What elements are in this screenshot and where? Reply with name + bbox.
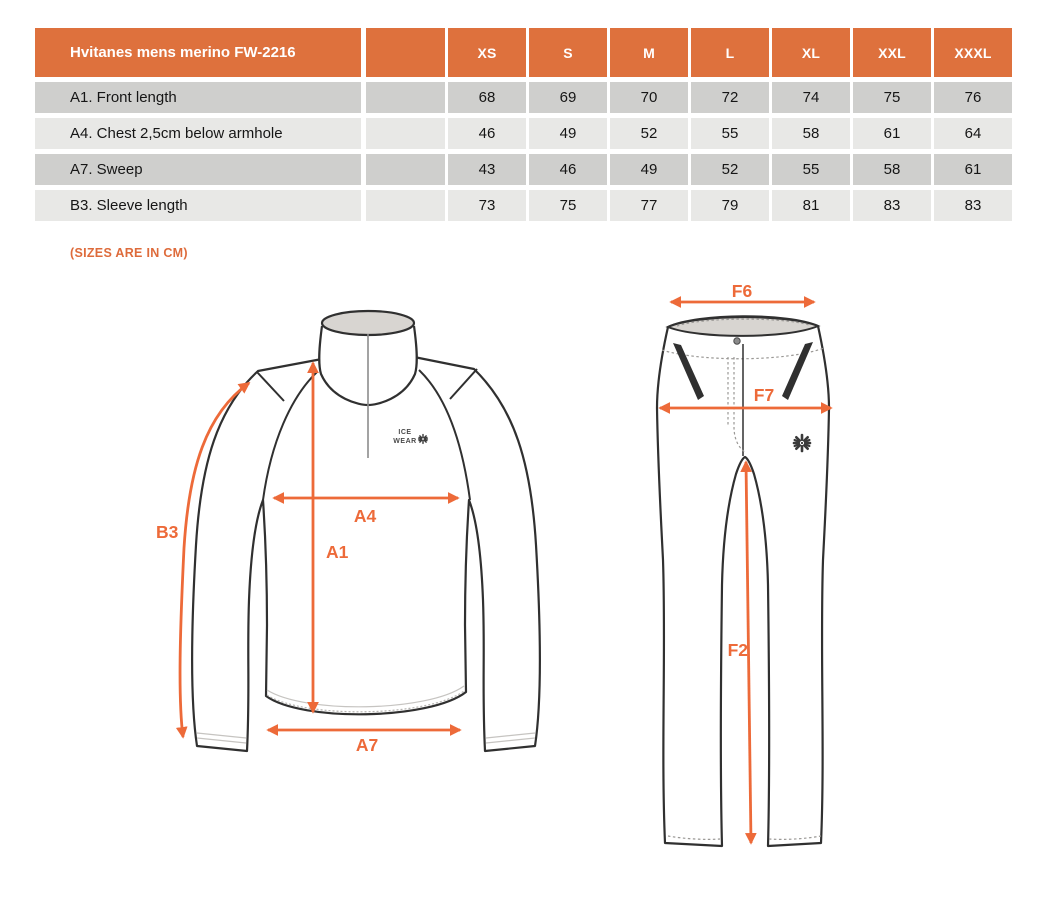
header-empty-cell xyxy=(366,28,445,77)
cell-value: 55 xyxy=(691,118,769,149)
table-row-chest xyxy=(35,118,1012,149)
size-header-xs: XS xyxy=(448,28,526,77)
row-label: A4. Chest 2,5cm below armhole xyxy=(35,118,361,149)
waist-button xyxy=(734,338,740,344)
cell-value: 73 xyxy=(448,190,526,221)
table-row-sleeve-length xyxy=(35,190,1012,221)
row-label: A1. Front length xyxy=(35,82,361,113)
f7-label: F7 xyxy=(753,385,775,405)
cell-value: 70 xyxy=(610,82,688,113)
size-header-xxl: XXL xyxy=(853,28,931,77)
a7-label: A7 xyxy=(355,735,379,755)
row-label: A7. Sweep xyxy=(35,154,361,185)
cell-value: 49 xyxy=(529,118,607,149)
cell-value: 68 xyxy=(448,82,526,113)
cell-value: 58 xyxy=(853,154,931,185)
cell-value: 61 xyxy=(853,118,931,149)
size-header-xl: XL xyxy=(772,28,850,77)
logo-text-wear: WEAR xyxy=(393,438,417,445)
cell-value: 79 xyxy=(691,190,769,221)
row-empty-cell xyxy=(366,190,445,221)
table-title: Hvitanes mens merino FW-2216 xyxy=(70,44,296,61)
measurement-diagrams xyxy=(0,270,1040,894)
cell-value: 77 xyxy=(610,190,688,221)
cell-value: 83 xyxy=(934,190,1012,221)
cell-value: 74 xyxy=(772,82,850,113)
cell-value: 64 xyxy=(934,118,1012,149)
a4-label: A4 xyxy=(353,506,377,526)
cell-value: 69 xyxy=(529,82,607,113)
pants-snowflake-icon xyxy=(794,435,810,451)
cell-value: 75 xyxy=(853,82,931,113)
table-row-sweep xyxy=(35,154,1012,185)
cell-value: 58 xyxy=(772,118,850,149)
table-header-row xyxy=(35,28,1012,77)
row-empty-cell xyxy=(366,118,445,149)
size-header-s: S xyxy=(529,28,607,77)
size-header-l: L xyxy=(691,28,769,77)
a1-label: A1 xyxy=(326,542,349,562)
size-header-m: M xyxy=(610,28,688,77)
row-label: B3. Sleeve length xyxy=(35,190,361,221)
cell-value: 46 xyxy=(448,118,526,149)
cell-value: 76 xyxy=(934,82,1012,113)
sizes-unit-note: (SIZES ARE IN CM) xyxy=(70,246,188,260)
cell-value: 55 xyxy=(772,154,850,185)
table-row-front-length xyxy=(35,82,1012,113)
sweater-diagram xyxy=(156,311,540,755)
row-empty-cell xyxy=(366,154,445,185)
b3-label: B3 xyxy=(156,522,179,542)
cell-value: 83 xyxy=(853,190,931,221)
waistband-opening xyxy=(668,317,818,336)
table-title-cell xyxy=(35,28,361,77)
sweater-body xyxy=(192,357,540,751)
cell-value: 75 xyxy=(529,190,607,221)
cell-value: 49 xyxy=(610,154,688,185)
size-header-xxxl: XXXL xyxy=(934,28,1012,77)
row-empty-cell xyxy=(366,82,445,113)
logo-snowflake-icon xyxy=(419,435,428,444)
cell-value: 43 xyxy=(448,154,526,185)
logo-text-ice: ICE xyxy=(398,429,412,436)
pants-diagram xyxy=(657,281,831,846)
cell-value: 52 xyxy=(691,154,769,185)
size-table xyxy=(35,28,1012,226)
cell-value: 46 xyxy=(529,154,607,185)
cell-value: 72 xyxy=(691,82,769,113)
cell-value: 61 xyxy=(934,154,1012,185)
collar-opening xyxy=(322,311,414,335)
cell-value: 81 xyxy=(772,190,850,221)
f6-label: F6 xyxy=(731,281,753,301)
cell-value: 52 xyxy=(610,118,688,149)
f2-label: F2 xyxy=(727,640,748,660)
